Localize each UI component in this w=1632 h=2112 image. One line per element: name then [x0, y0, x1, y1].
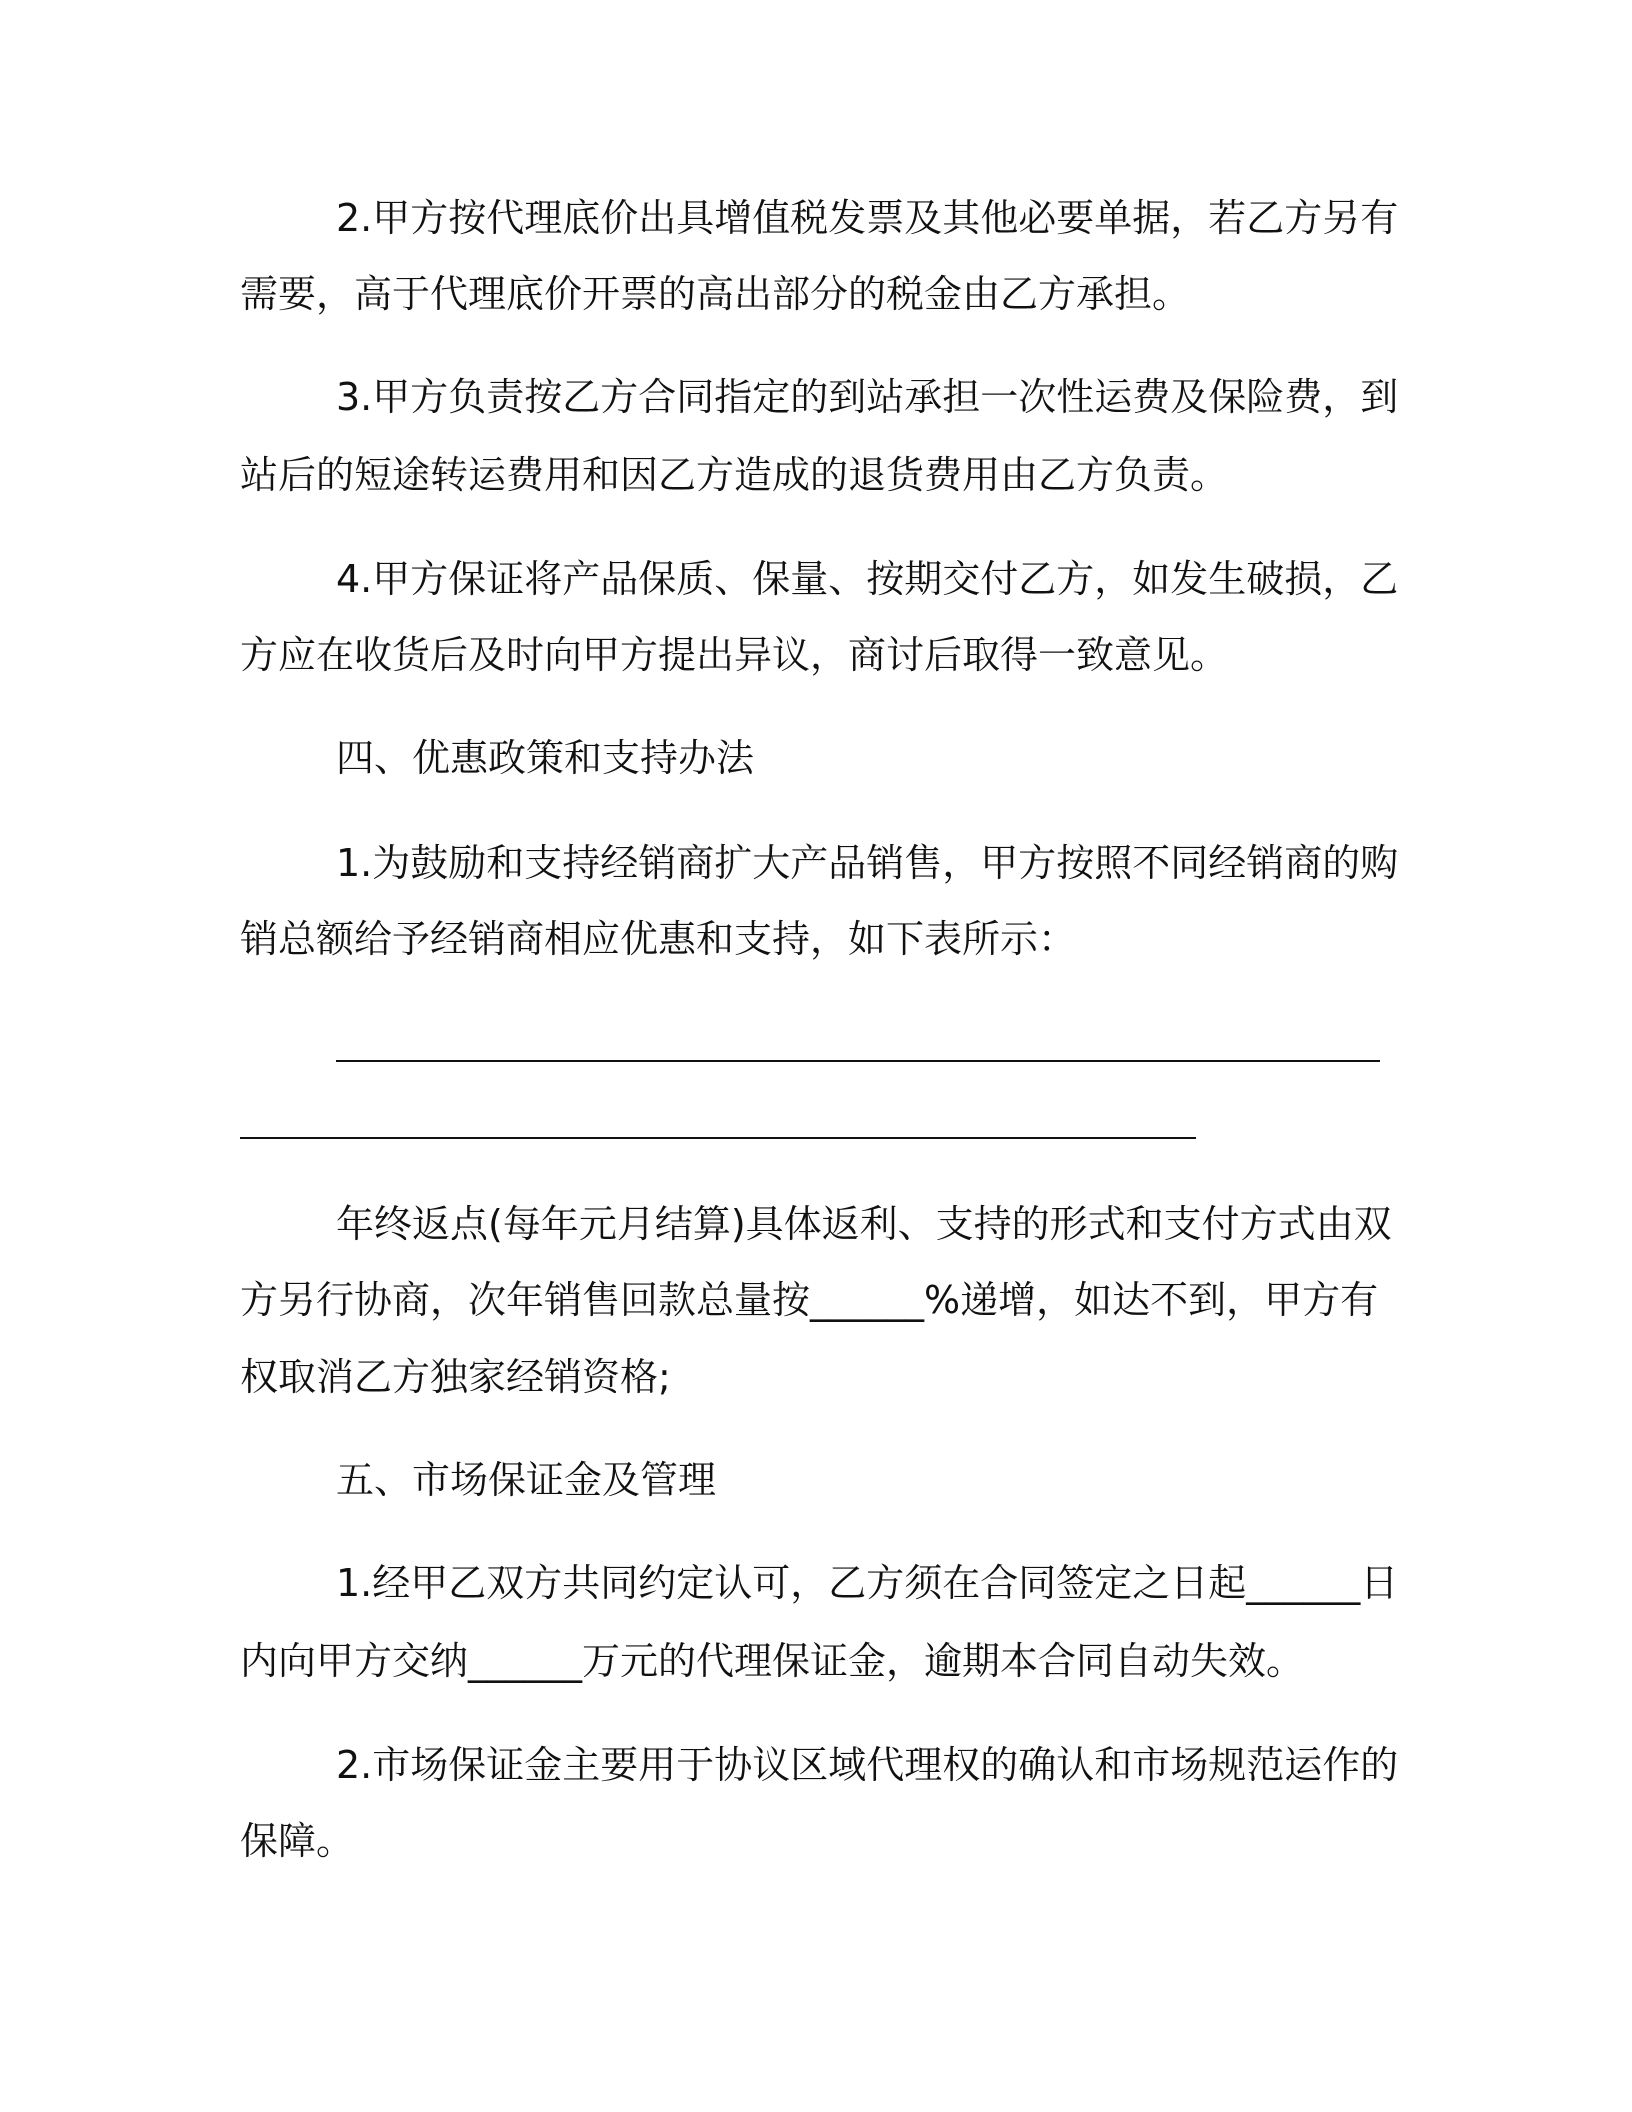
- paragraph-line: 2.市场保证金主要用于协议区域代理权的确认和市场规范运作的: [336, 1743, 1399, 1787]
- paragraph-line: 2.甲方按代理底价出具增值税发票及其他必要单据，若乙方另有: [336, 196, 1399, 240]
- paragraph-line: 方应在收货后及时向甲方提出异议，商讨后取得一致意见。: [240, 633, 1229, 677]
- paragraph-line: 内向甲方交纳______万元的代理保证金，逾期本合同自动失效。: [240, 1639, 1305, 1683]
- paragraph-line: 4.甲方保证将产品保质、保量、按期交付乙方，如发生破损，乙: [336, 557, 1399, 601]
- section-heading: 四、优惠政策和支持办法: [336, 736, 755, 780]
- document-page: [240, 0, 1399, 2112]
- paragraph-line: 销总额给予经销商相应优惠和支持，如下表所示：: [240, 917, 1077, 961]
- section-heading: 五、市场保证金及管理: [336, 1458, 717, 1502]
- paragraph-line: 1.为鼓励和支持经销商扩大产品销售，甲方按照不同经销商的购: [336, 841, 1399, 885]
- paragraph-line: 3.甲方负责按乙方合同指定的到站承担一次性运费及保险费，到: [336, 375, 1399, 419]
- paragraph-line: 方另行协商，次年销售回款总量按______%递增，如达不到，甲方有: [240, 1278, 1379, 1322]
- fill-in-blank-line: [240, 1137, 1196, 1139]
- paragraph-line: 站后的短途转运费用和因乙方造成的退货费用由乙方负责。: [240, 453, 1229, 497]
- paragraph-line: 保障。: [240, 1819, 355, 1863]
- paragraph-line: 1.经甲乙双方共同约定认可，乙方须在合同签定之日起______日: [336, 1561, 1399, 1605]
- paragraph-line: 需要，高于代理底价开票的高出部分的税金由乙方承担。: [240, 272, 1191, 316]
- paragraph-line: 年终返点(每年元月结算)具体返利、支持的形式和支付方式由双: [336, 1202, 1392, 1246]
- fill-in-blank-line: [336, 1060, 1380, 1062]
- paragraph-line: 权取消乙方独家经销资格;: [240, 1355, 671, 1399]
